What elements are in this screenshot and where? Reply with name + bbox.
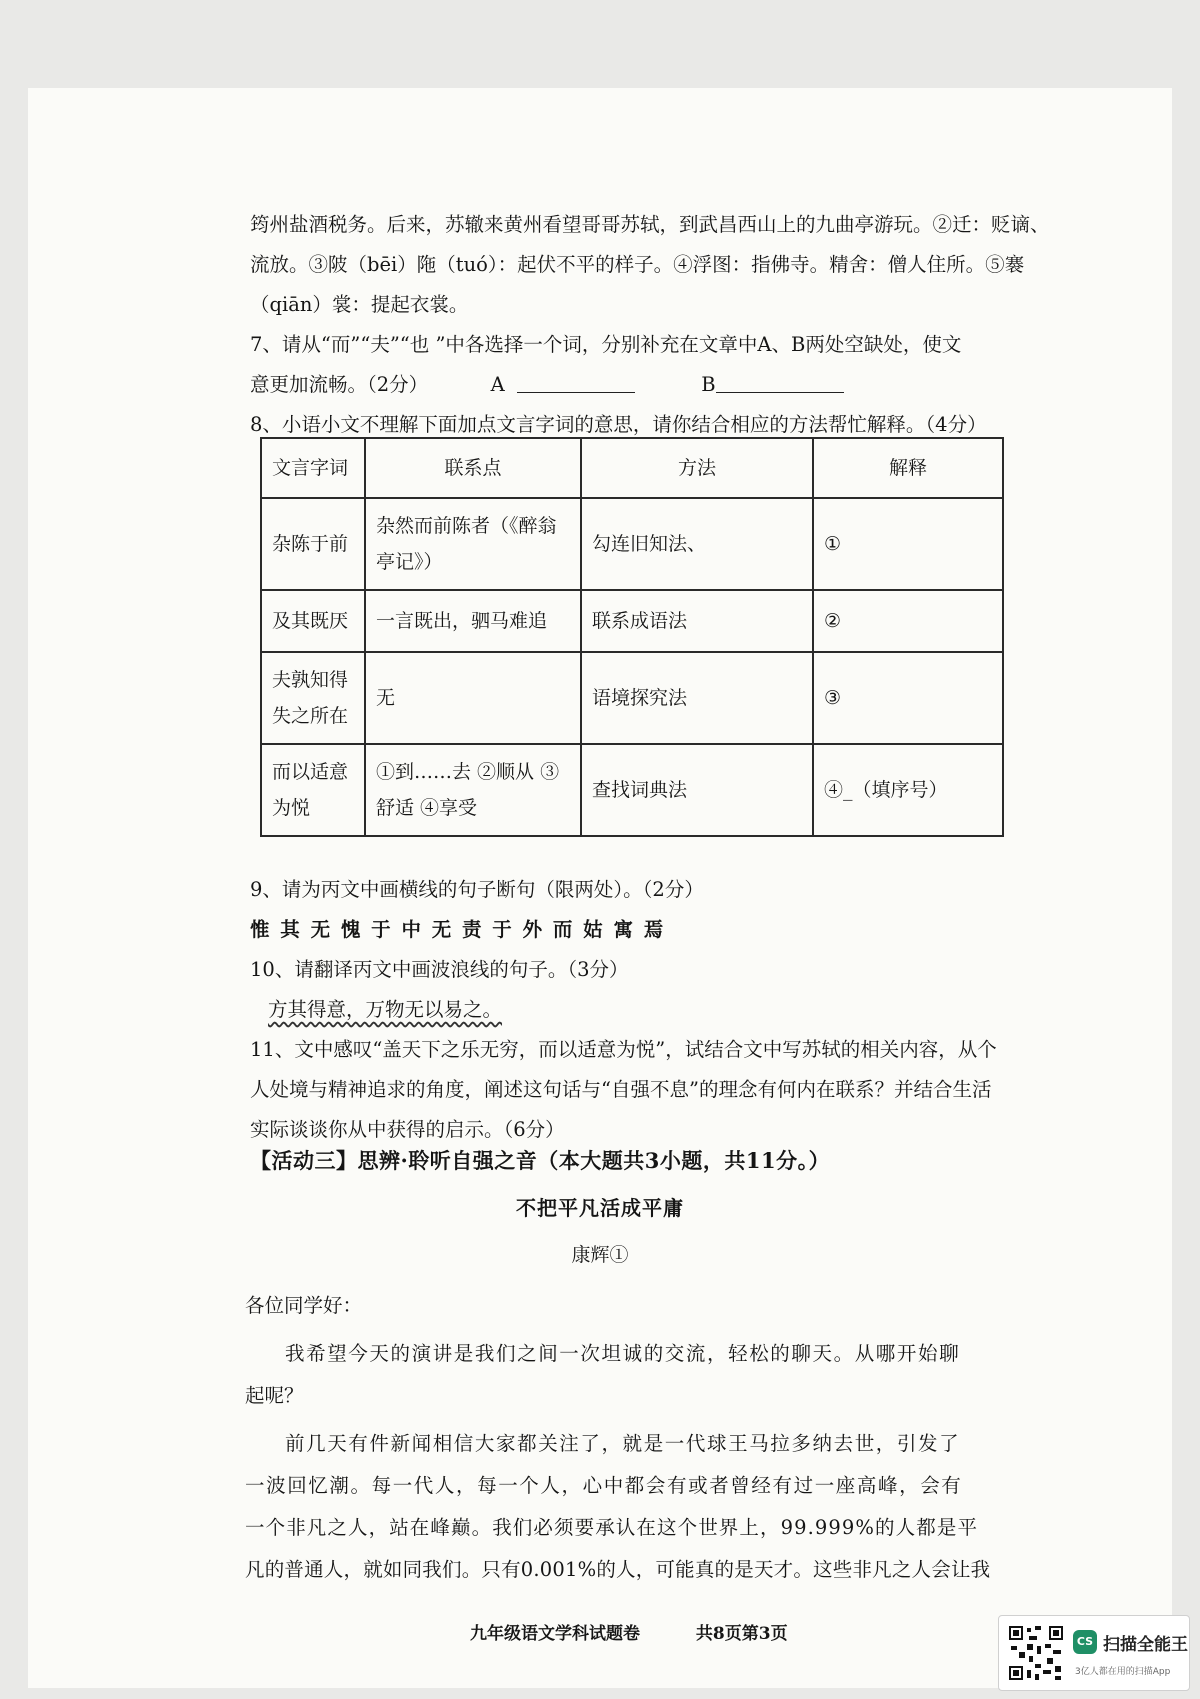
q7-line-1: 7、请从“而”“夫”“也 ”中各选择一个词，分别补充在文章中A、B两处空缺处，使文 [250,333,962,356]
row-word: 夫孰知得失之所在 [261,652,365,744]
q10-prompt: 10、请翻译丙文中画波浪线的句子。（3分） [250,958,629,981]
q7-blank-b[interactable] [716,372,844,393]
table-header-row [261,438,1003,498]
row-method: 勾连旧知法、 [581,498,813,590]
table-row [261,590,1003,652]
row-method: 查找词典法 [581,744,813,836]
speech-para2-line1: 前几天有件新闻相信大家都关注了，就是一代球王马拉多纳去世，引发了 [285,1432,961,1455]
header-word: 文言字词 [261,438,365,498]
q7-label-b: B [701,373,716,396]
row-answer[interactable]: ③ [813,652,1003,744]
qr-code-icon [1007,1624,1065,1682]
table-row [261,744,1003,836]
q7-label-a: A [490,373,505,396]
note-line-1: 筠州盐酒税务。后来，苏辙来黄州看望哥哥苏轼，到武昌西山上的九曲亭游玩。②迁：贬谪、 [250,213,1050,236]
speech-para2-line3: 一个非凡之人，站在峰巅。我们必须要承认在这个世界上，99.999%的人都是平 [245,1516,979,1539]
q10-sentence-wrap [250,990,1040,1030]
row-link: 杂然而前陈者（《醉翁亭记》） [365,498,581,590]
vocab-table [260,437,1004,837]
q8-prompt: 8、小语小文不理解下面加点文言字词的意思，请你结合相应的方法帮忙解释。（4分） [250,413,987,436]
note-line-3: （qiān）裳：提起衣裳。 [250,293,469,316]
questions-9-11 [250,870,1040,1150]
table-row [261,498,1003,590]
header-method: 方法 [581,438,813,498]
q7-line-2 [250,365,1040,405]
speech-para2-line2: 一波回忆潮。每一代人，每一个人，心中都会有或者曾经有过一座高峰，会有 [245,1474,963,1497]
page-footer [470,1619,838,1644]
header-link: 联系点 [365,438,581,498]
row-answer[interactable]: ① [813,498,1003,590]
q10-sentence: 方其得意，万物无以易之。 [268,998,503,1021]
note-line-2: 流放。③陂（bēi）陁（tuó）：起伏不平的样子。④浮图：指佛寺。精舍：僧人住所。⑤褰 [250,253,1025,276]
cs-logo-icon: CS [1073,1630,1097,1654]
q11-line-2: 人处境与精神追求的角度，阐述这句话与“自强不息”的理念有何内在联系？并结合生活 [250,1078,992,1101]
row-method: 语境探究法 [581,652,813,744]
speech-para1-line2: 起呢？ [245,1384,304,1407]
row-link: 一言既出，驷马难追 [365,590,581,652]
footer-exam-name: 九年级语文学科试题卷 [470,1624,640,1644]
scanner-app-name: 扫描全能王 [1103,1635,1188,1655]
row-word: 而以适意为悦 [261,744,365,836]
q7-blank-a[interactable] [517,372,635,393]
scanner-watermark-badge[interactable] [998,1615,1190,1691]
speech-title: 不把平凡活成平庸 [516,1196,684,1220]
speech-greeting: 各位同学好： [245,1294,363,1317]
question-block [250,205,1050,445]
speech-author: 康辉① [571,1244,629,1266]
scanner-app-tagline: 3亿人都在用的扫描App [1075,1667,1171,1677]
row-method: 联系成语法 [581,590,813,652]
row-word: 杂陈于前 [261,498,365,590]
q7-prompt-end: 意更加流畅。（2分） [250,373,429,396]
row-link: ①到……去 ②顺从 ③舒适 ④享受 [365,744,581,836]
speech-para2-line4: 凡的普通人，就如同我们。只有0.001%的人，可能真的是天才。这些非凡之人会让我 [245,1558,991,1581]
q9-prompt: 9、请为丙文中画横线的句子断句（限两处）。（2分） [250,878,704,901]
speech-para1-line1: 我希望今天的演讲是我们之间一次坦诚的交流，轻松的聊天。从哪开始聊 [285,1342,961,1365]
header-answer: 解释 [813,438,1003,498]
row-answer[interactable]: ④_（填序号） [813,744,1003,836]
row-answer[interactable]: ② [813,590,1003,652]
q11-line-3: 实际谈谈你从中获得的启示。（6分） [250,1118,565,1141]
row-link: 无 [365,652,581,744]
table-row [261,652,1003,744]
speech-body [245,1285,1045,1591]
row-word: 及其既厌 [261,590,365,652]
activity-three-heading: 【活动三】思辨·聆听自强之音（本大题共3小题，共11分。） [250,1148,831,1173]
q11-line-1: 11、文中感叹“盖天下之乐无穷，而以适意为悦”，试结合文中写苏轼的相关内容，从个 [250,1038,997,1061]
q9-sentence: 惟 其 无 愧 于 中 无 责 于 外 而 姑 寓 焉 [250,918,666,941]
footer-page-info: 共8页第3页 [695,1624,788,1644]
